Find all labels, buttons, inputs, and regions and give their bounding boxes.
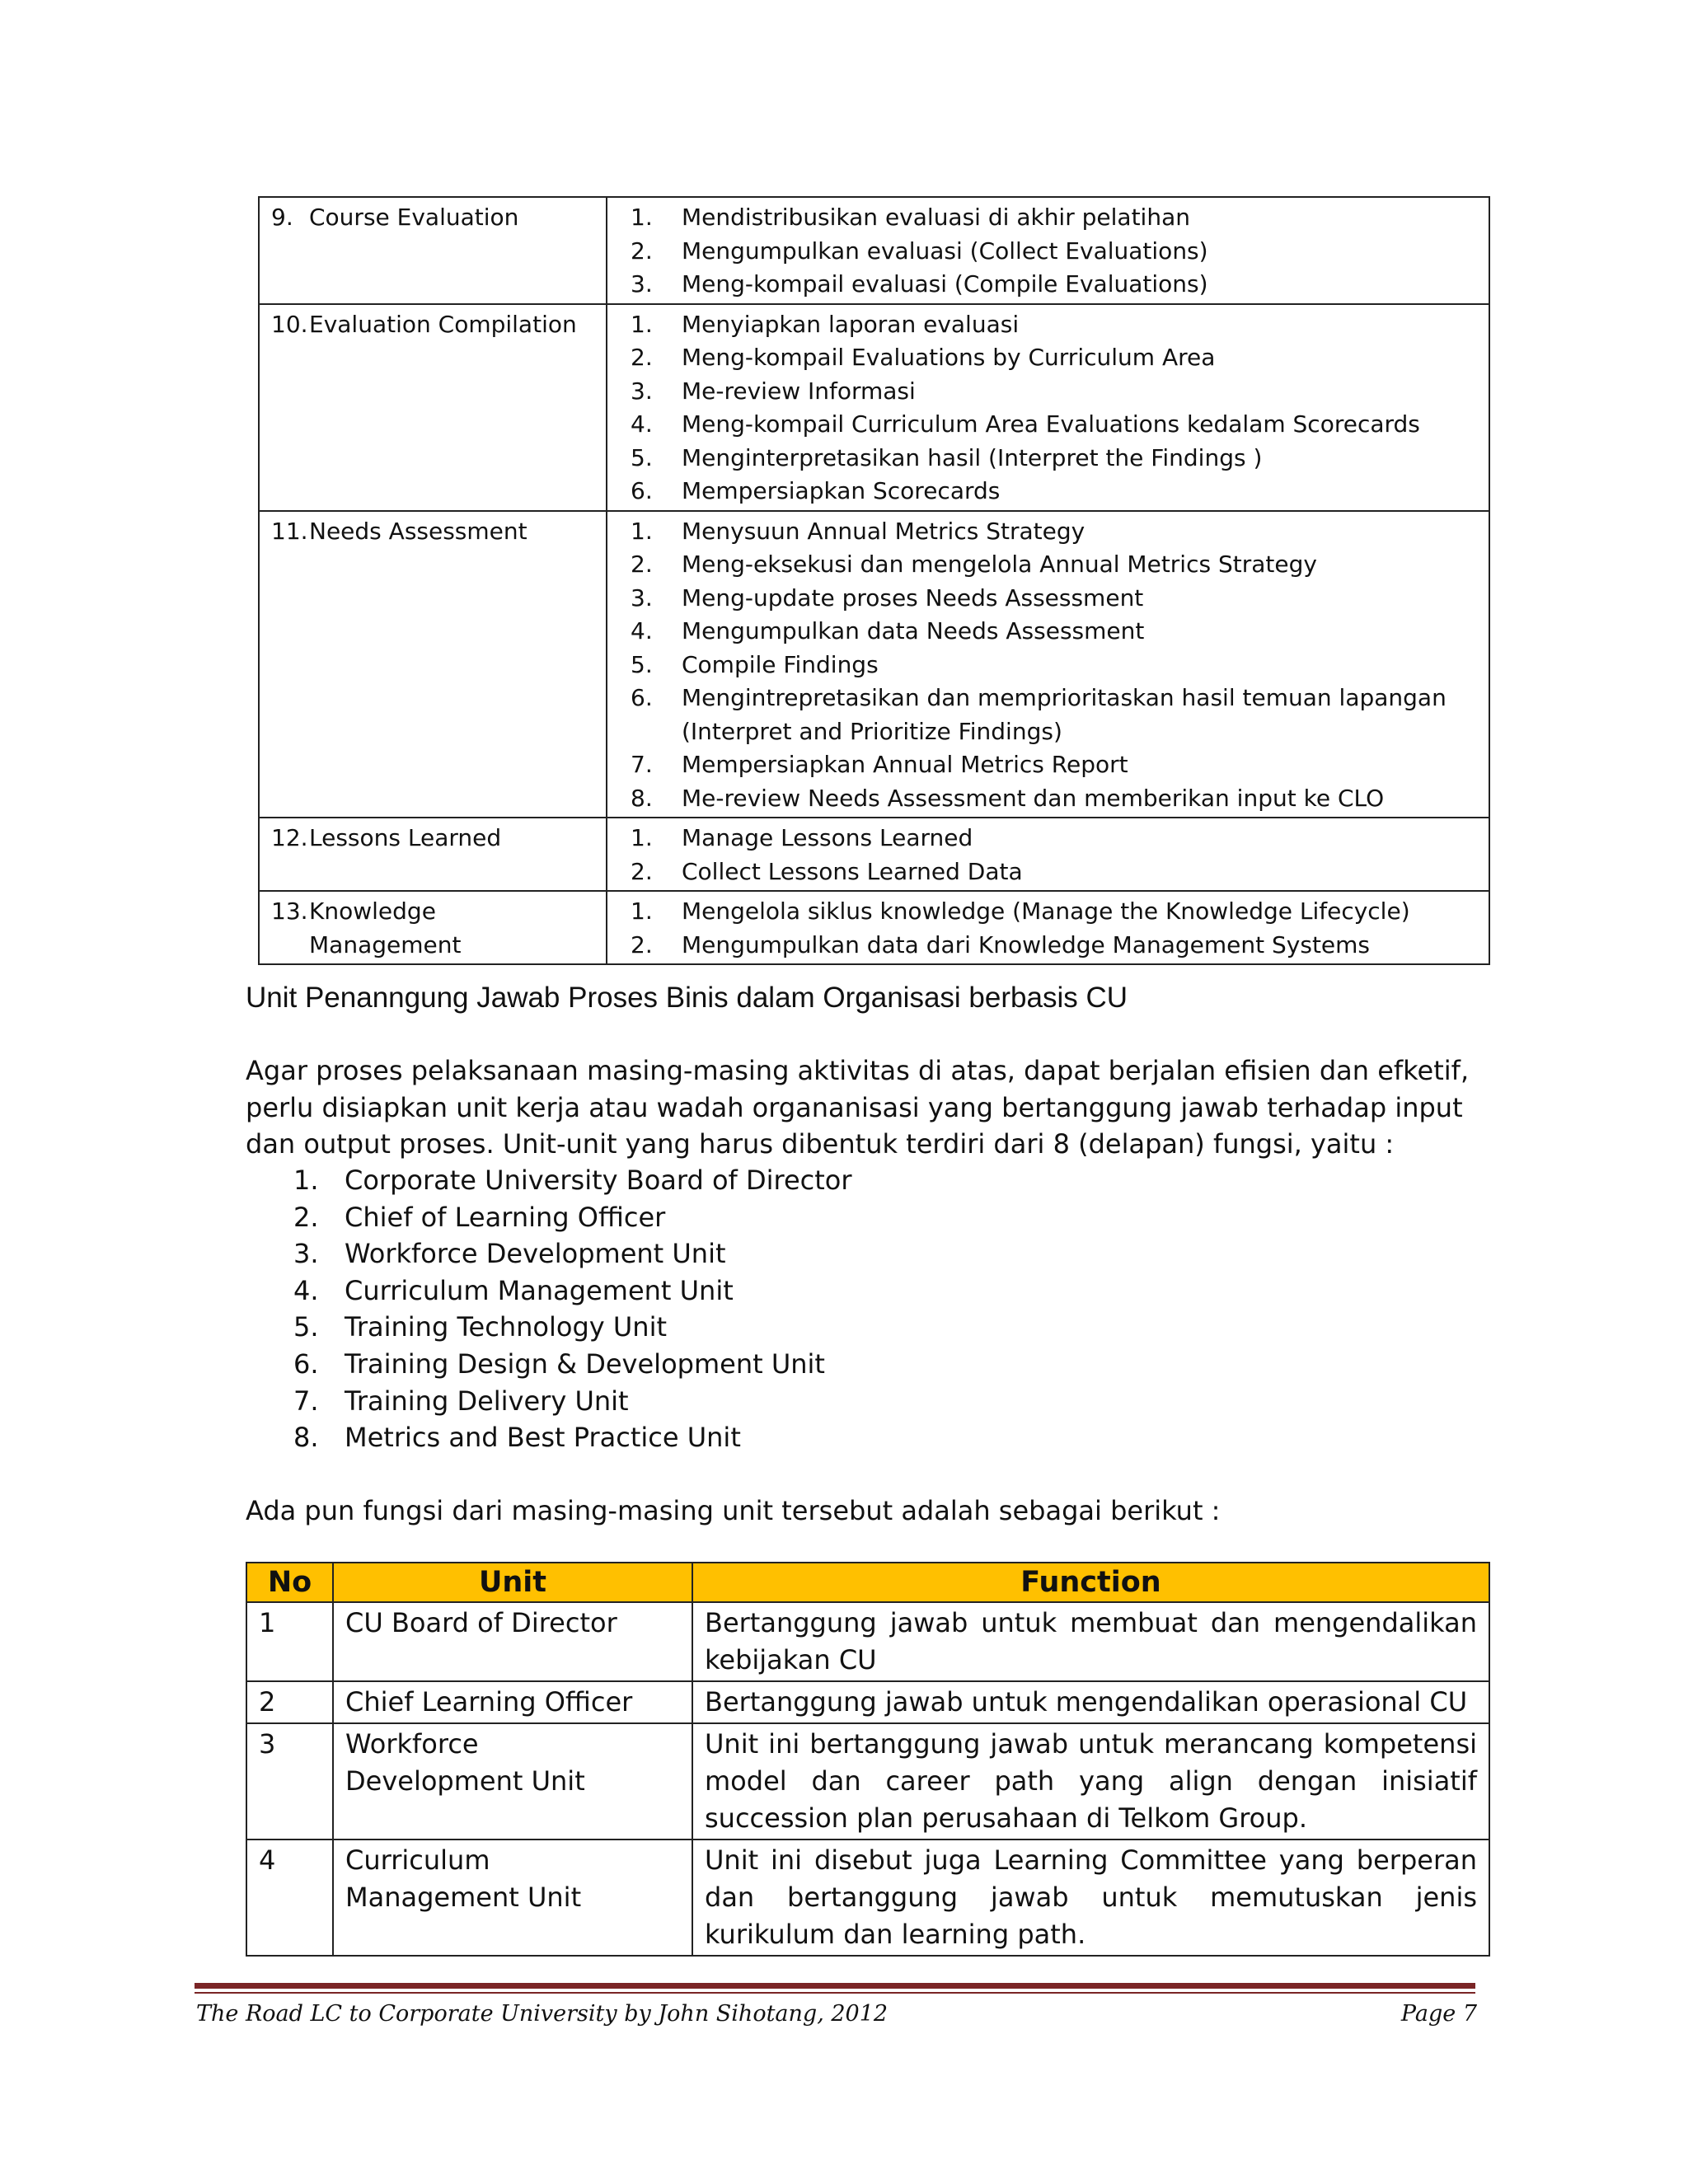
list-number: 4. [293,1274,319,1306]
step-number: 6. [631,477,653,504]
step-text: Mengumpulkan evaluasi (Collect Evaluations) [682,237,1208,265]
list-item [607,682,1489,748]
table-row [259,818,1489,891]
header-no: No [246,1563,333,1602]
step-number: 4. [631,410,653,438]
process-number: 10. [271,310,308,338]
step-number: 3. [631,270,653,298]
process-number: 12. [271,824,308,851]
step-text: Menysuun Annual Metrics Strategy [682,517,1085,545]
step-number: 2. [631,551,653,578]
process-number: 11. [271,517,308,545]
list-item [607,822,1489,855]
table-header-row [246,1563,1489,1602]
list-item [607,235,1489,269]
list-item [246,1272,852,1310]
list-number: 1. [293,1165,319,1196]
step-text: Meng-kompail evaluasi (Compile Evaluations) [682,270,1208,298]
process-name-cell [259,891,607,964]
table-row [259,891,1489,964]
list-item [607,408,1489,442]
unit-function-table [246,1562,1490,1957]
step-number: 3. [631,583,653,612]
cell-no: 2 [246,1681,333,1723]
list-item [246,1309,852,1346]
cell-unit: CU Board of Director [333,1602,692,1681]
step-number: 6. [631,684,653,711]
process-name: Evaluation Compilation [309,310,577,338]
list-number: 2. [293,1201,319,1233]
process-steps-cell [607,197,1489,304]
list-item [607,929,1489,963]
header-unit: Unit [333,1563,692,1602]
list-item [607,201,1489,235]
process-name: Knowledge Management [309,898,462,958]
list-item [607,782,1489,816]
cell-unit: Workforce Development Unit [333,1723,692,1840]
cell-unit: Curriculum Management Unit [333,1840,692,1956]
list-number: 8. [293,1422,319,1454]
list-item [607,308,1489,342]
cell-no: 3 [246,1723,333,1840]
cell-function: Unit ini bertanggung jawab untuk merancang kompetensi model dan career path yang align dengan inisiatif succession plan perusahaan di Telkom Group. [692,1723,1489,1840]
list-item [607,268,1489,302]
step-number: 7. [631,751,653,778]
footer-divider [195,1983,1475,1989]
table-row [246,1723,1489,1840]
step-text: Menyiapkan laporan evaluasi [682,310,1020,338]
list-text: Chief of Learning Officer [345,1201,666,1233]
step-number: 2. [631,237,653,265]
process-name-cell [259,818,607,891]
table-row [246,1602,1489,1681]
step-text: Mengelola siklus knowledge (Manage the Knowledge Lifecycle) [682,898,1410,925]
process-number: 9. [271,204,293,231]
step-text: Collect Lessons Learned Data [682,857,1023,885]
step-text: Mengumpulkan data Needs Assessment [682,617,1145,644]
table-row [246,1840,1489,1956]
step-number: 1. [631,310,653,338]
step-number: 2. [631,344,653,371]
step-text: Mempersiapkan Annual Metrics Report [682,751,1128,778]
cell-unit: Chief Learning Officer [333,1681,692,1723]
list-item [607,548,1489,582]
list-item [607,442,1489,476]
footer-divider-thin [195,1992,1475,1994]
process-name-cell [259,511,607,818]
step-number: 3. [631,377,653,405]
list-text: Corporate University Board of Director [345,1165,852,1196]
list-item [607,475,1489,509]
process-name-cell [259,304,607,511]
step-text: Meng-update proses Needs Assessment [682,583,1144,612]
step-number: 5. [631,443,653,471]
process-name: Needs Assessment [309,517,528,545]
list-number: 7. [293,1385,319,1417]
process-name-cell [259,197,607,304]
step-number: 4. [631,617,653,644]
cell-no: 4 [246,1840,333,1956]
list-item [246,1383,852,1420]
list-item [246,1162,852,1199]
step-text: Mendistribusikan evaluasi di akhir pelatihan [682,204,1190,231]
list-text: Workforce Development Unit [345,1238,726,1270]
list-text: Training Delivery Unit [345,1385,629,1417]
closing-paragraph: Ada pun fungsi dari masing-masing unit tersebut adalah sebagai berikut : [246,1495,1221,1526]
list-item [607,375,1489,409]
step-text: Menginterpretasikan hasil (Interpret the Findings ) [682,443,1263,471]
list-item [607,748,1489,782]
list-number: 5. [293,1311,319,1343]
footer-citation: The Road LC to Corporate University by John Sihotang, 2012 [196,2001,889,2027]
process-steps-cell [607,818,1489,891]
step-text: Mengintrepretasikan dan memprioritaskan hasil temuan lapangan (Interpret and Prioritize Findings) [682,684,1447,745]
step-number: 2. [631,857,653,885]
step-text: Me-review Needs Assessment dan memberikan input ke CLO [682,784,1385,812]
step-text: Mengumpulkan data dari Knowledge Management Systems [682,930,1371,958]
step-number: 2. [631,930,653,958]
step-text: Meng-kompail Evaluations by Curriculum Area [682,344,1216,371]
list-item [607,582,1489,616]
list-item [607,615,1489,649]
step-number: 5. [631,650,653,678]
list-number: 6. [293,1347,319,1380]
page-number: Page 7 [1400,2001,1477,2027]
section-heading: Unit Penanngung Jawab Proses Binis dalam Organisasi berbasis CU [246,982,1128,1014]
process-steps-cell [607,511,1489,818]
list-text: Metrics and Best Practice Unit [345,1422,741,1454]
cell-function: Bertanggung jawab untuk membuat dan mengendalikan kebijakan CU [692,1602,1489,1681]
list-item [246,1419,852,1456]
list-number: 3. [293,1238,319,1270]
intro-paragraph: Agar proses pelaksanaan masing-masing aktivitas di atas, dapat berjalan efisien dan efketif, perlu disiapkan unit kerja atau wadah organanisasi yang bertanggung jawab terhadap input dan output proses. Unit-unit yang harus dibentuk terdiri dari 8 (delapan) fungsi, yaitu : [246,1055,1470,1160]
process-name: Course Evaluation [309,204,519,231]
step-text: Meng-eksekusi dan mengelola Annual Metrics Strategy [682,551,1317,578]
list-item [607,341,1489,375]
step-text: Compile Findings [682,650,879,678]
step-number: 1. [631,824,653,851]
process-table [258,196,1490,965]
units-list [246,1162,852,1456]
list-item [607,649,1489,682]
list-item [246,1235,852,1272]
list-item [246,1346,852,1383]
list-item [607,515,1489,549]
cell-function: Unit ini disebut juga Learning Committee yang berperan dan bertanggung jawab untuk memutuskan jenis kurikulum dan learning path. [692,1840,1489,1956]
step-number: 8. [631,784,653,812]
list-text: Training Technology Unit [345,1311,667,1343]
process-number: 13. [271,898,308,925]
cell-no: 1 [246,1602,333,1681]
process-steps-cell [607,891,1489,964]
list-item [607,855,1489,889]
table-row [259,197,1489,304]
process-steps-cell [607,304,1489,511]
step-text: Mempersiapkan Scorecards [682,477,1001,504]
list-text: Curriculum Management Unit [345,1274,734,1306]
list-item [246,1199,852,1236]
process-name: Lessons Learned [309,824,502,851]
step-text: Manage Lessons Learned [682,824,973,851]
step-text: Meng-kompail Curriculum Area Evaluations kedalam Scorecards [682,410,1420,438]
cell-function: Bertanggung jawab untuk mengendalikan operasional CU [692,1681,1489,1723]
table-row [246,1681,1489,1723]
table-row [259,304,1489,511]
list-item [607,895,1489,929]
list-text: Training Design & Development Unit [345,1347,825,1380]
header-function: Function [692,1563,1489,1602]
step-text: Me-review Informasi [682,377,916,405]
step-number: 1. [631,898,653,925]
step-number: 1. [631,517,653,545]
step-number: 1. [631,204,653,231]
table-row [259,511,1489,818]
